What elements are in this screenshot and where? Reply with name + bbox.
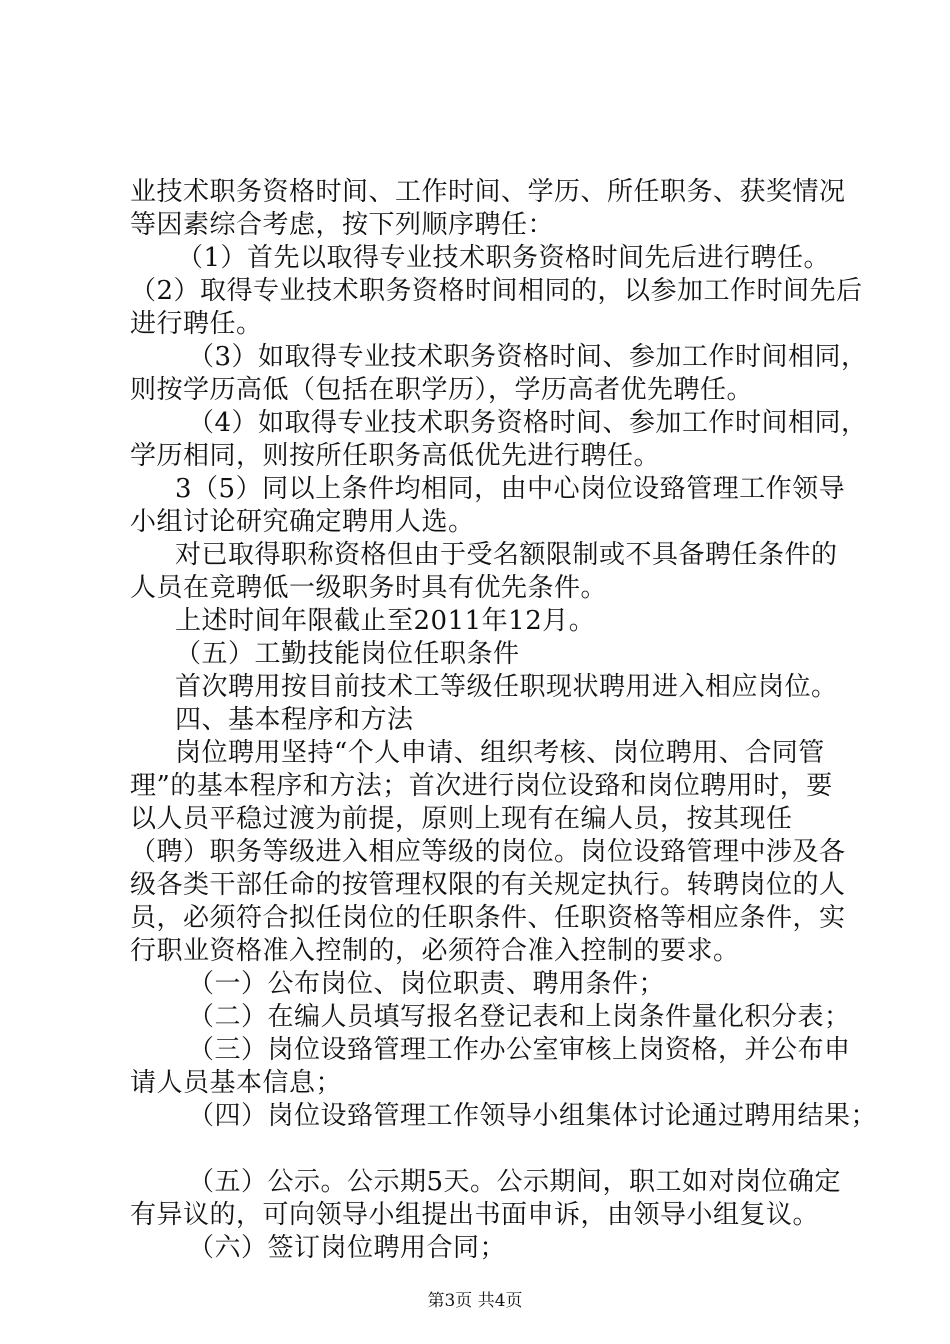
page-number-footer: 第3页 共4页 <box>427 1291 523 1311</box>
text-line: 等因素综合考虑，按下列顺序聘任： <box>130 210 555 240</box>
text-line: （四）岗位设臵管理工作领导小组集体讨论通过聘用结果； <box>188 1101 878 1131</box>
text-line: 首次聘用按目前技术工等级任职现状聘用进入相应岗位。 <box>175 672 838 702</box>
text-line: 3（5）同以上条件均相同，由中心岗位设臵管理工作领导 <box>175 474 846 504</box>
text-line: （4）如取得专业技术职务资格时间、参加工作时间相同， <box>188 408 868 438</box>
text-line: 则按学历高低（包括在职学历），学历高者优先聘任。 <box>130 375 754 405</box>
text-line: 进行聘任。 <box>130 309 263 339</box>
text-line: 以人员平稳过渡为前提，原则上现有在编人员，按其现任 <box>130 804 793 834</box>
text-line: 学历相同，则按所任职务高低优先进行聘任。 <box>130 441 661 471</box>
text-line: 四、基本程序和方法 <box>175 705 414 735</box>
text-line: （一）公布岗位、岗位职责、聘用条件； <box>188 969 666 999</box>
text-line: 员，必须符合拟任岗位的任职条件、任职资格等相应条件，实 <box>130 903 846 933</box>
text-line: 有异议的，可向领导小组提出书面申诉，由领导小组复议。 <box>130 1200 820 1230</box>
text-line: （六）签订岗位聘用合同； <box>188 1233 507 1263</box>
text-line: （1）首先以取得专业技术职务资格时间先后进行聘任。 <box>177 243 831 273</box>
text-line: 级各类干部任命的按管理权限的有关规定执行。转聘岗位的人 <box>130 870 846 900</box>
text-line: 理”的基本程序和方法；首次进行岗位设臵和岗位聘用时，要 <box>130 771 833 801</box>
text-line: 岗位聘用坚持“个人申请、组织考核、岗位聘用、合同管 <box>175 738 825 768</box>
text-line: （3）如取得专业技术职务资格时间、参加工作时间相同， <box>188 342 868 372</box>
text-line: 小组讨论研究确定聘用人选。 <box>130 507 475 537</box>
text-line: 行职业资格准入控制的，必须符合准入控制的要求。 <box>130 936 740 966</box>
text-line: 业技术职务资格时间、工作时间、学历、所任职务、获奖情况 <box>130 177 846 207</box>
text-line: （聘）职务等级进入相应等级的岗位。岗位设臵管理中涉及各 <box>130 837 846 867</box>
text-line: 上述时间年限截止至2011年12月。 <box>175 606 596 636</box>
text-line: 对已取得职称资格但由于受名额限制或不具备聘任条件的 <box>175 540 838 570</box>
text-line: （五）工勤技能岗位任职条件 <box>175 639 520 669</box>
text-line: （2）取得专业技术职务资格时间相同的，以参加工作时间先后 <box>130 276 863 306</box>
text-line: （二）在编人员填写报名登记表和上岗条件量化积分表； <box>188 1002 851 1032</box>
text-line: 人员在竞聘低一级职务时具有优先条件。 <box>130 573 608 603</box>
text-line: （三）岗位设臵管理工作办公室审核上岗资格，并公布申 <box>188 1035 851 1065</box>
text-line: 请人员基本信息； <box>130 1068 343 1098</box>
text-line: （五）公示。公示期5天。公示期间，职工如对岗位确定 <box>188 1167 842 1197</box>
